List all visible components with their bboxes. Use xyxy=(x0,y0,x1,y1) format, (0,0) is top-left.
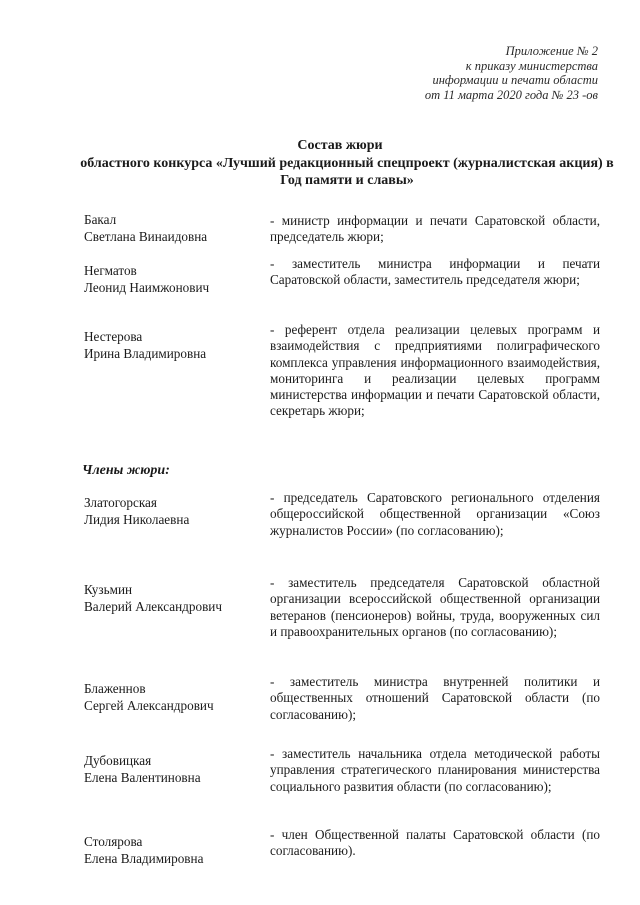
member-given-name: Валерий Александрович xyxy=(84,599,222,614)
appendix-line: информации и печати области xyxy=(432,73,598,87)
member-given-name: Елена Валентиновна xyxy=(84,770,201,785)
member-name xyxy=(84,752,259,786)
member-name xyxy=(84,680,259,714)
appendix-line: к приказу министерства xyxy=(465,58,598,73)
member-surname: Негматов xyxy=(84,263,137,278)
member-surname: Столярова xyxy=(84,834,143,849)
member-name xyxy=(84,494,259,528)
member-role: - заместитель министра внутренней политики и общественных отношений Саратовской области (по согласованию); xyxy=(270,674,600,722)
member-given-name: Ирина Владимировна xyxy=(84,346,207,361)
appendix-line: Приложение № 2 xyxy=(505,44,598,58)
member-given-name: Лидия Николаевна xyxy=(84,512,190,527)
member-role: - заместитель министра информации и печати Саратовской области, заместитель председателя жюри; xyxy=(270,256,600,288)
member-given-name: Светлана Винаидовна xyxy=(84,229,208,244)
member-given-name: Елена Владимировна xyxy=(84,851,204,866)
member-role: - член Общественной палаты Саратовской области (по согласованию). xyxy=(270,827,600,859)
member-surname: Блаженнов xyxy=(84,681,146,696)
member-name xyxy=(84,581,259,615)
appendix-line: от 11 марта 2020 года № 23 -ов xyxy=(424,87,598,102)
member-role: - заместитель начальника отдела методической работы управления стратегического планирования министерства социального развития области (по согласованию); xyxy=(270,746,600,794)
document-title: Состав жюри xyxy=(297,138,383,153)
member-role: - референт отдела реализации целевых программ и взаимодействия с предприятиями полиграфического комплекса управления информационного взаимодействия, мониторинга и реализации целевых программ министерства информации и печати Саратовской области, секретарь жюри; xyxy=(270,322,600,419)
member-surname: Дубовицкая xyxy=(84,753,152,768)
member-given-name: Сергей Александрович xyxy=(84,698,214,713)
document-subtitle: областного конкурса «Лучший редакционный спецпроект (журналистская акция) в Год памяти и славы» xyxy=(80,156,614,188)
member-role: - председатель Саратовского регионального отделения общероссийской общественной организации «Союз журналистов России» (по согласованию); xyxy=(270,490,600,538)
member-name xyxy=(84,328,259,362)
member-name xyxy=(84,211,259,245)
member-role: - министр информации и печати Саратовской области, председатель жюри; xyxy=(270,213,600,245)
member-surname: Златогорская xyxy=(84,495,157,510)
member-name xyxy=(84,833,259,867)
member-given-name: Леонид Наимжонович xyxy=(84,280,210,295)
member-surname: Бакал xyxy=(84,212,117,227)
member-surname: Нестерова xyxy=(84,329,143,344)
member-name xyxy=(84,262,259,296)
members-heading: Члены жюри: xyxy=(82,463,170,478)
member-surname: Кузьмин xyxy=(84,582,133,597)
member-role: - заместитель председателя Саратовской областной организации всероссийской общественной организации ветеранов (пенсионеров) войны, труда, вооруженных сил и правоохранительных органов (по согласованию); xyxy=(270,575,600,639)
appendix-block xyxy=(425,44,598,102)
